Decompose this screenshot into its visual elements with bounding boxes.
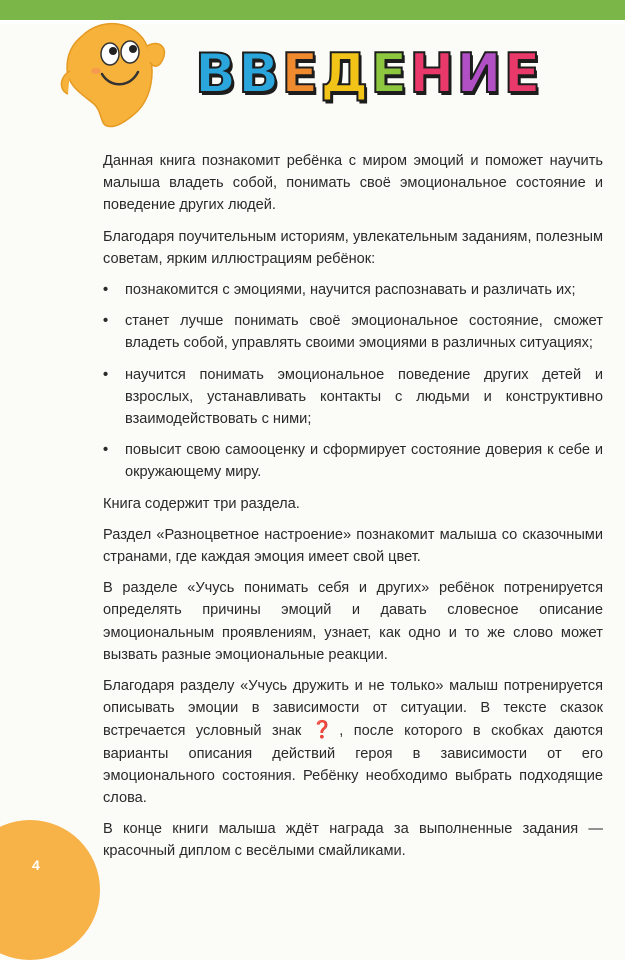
list-item xyxy=(103,279,603,301)
title-letter: Е xyxy=(281,42,319,105)
list-item xyxy=(103,439,603,483)
question-mark-icon: ❓ xyxy=(311,720,340,740)
bullet-icon: • xyxy=(103,442,109,459)
list-item-text: познакомится с эмоциями, научится распознавать и различать их; xyxy=(125,282,576,299)
list-item-text: повысит свою самооценку и сформирует состояние доверия к себе и окружающему миру. xyxy=(125,442,603,481)
paragraph: Раздел «Разноцветное настроение» познакомит малыша со сказочными странами, где каждая эмоция имеет свой цвет. xyxy=(103,526,603,566)
title-letter: Е xyxy=(503,42,541,105)
title-letter: Н xyxy=(409,42,455,105)
paragraph: В разделе «Учусь понимать себя и других» ребёнок потренируется определять причины эмоций и давать словесное описание эмоциональным проявлениям, узнает, как одно и то же слово может вызвать разные эмоциональные реакции. xyxy=(103,580,603,663)
bullet-icon: • xyxy=(103,282,109,299)
title-letter: Е xyxy=(370,42,408,105)
bullet-icon: • xyxy=(103,366,109,383)
list-item xyxy=(103,310,603,354)
page-number-badge xyxy=(0,820,100,960)
list-item-text: научится понимать эмоциональное поведение других детей и взрослых, устанавливать контакты с людьми и конструктивно взаимодействовать с ними; xyxy=(125,366,603,428)
smiley-mascot-icon xyxy=(52,16,172,136)
paragraph-text: , после которого в скобках даются варианты описания действий героя в зависимости от его эмоционального состояния. Ребёнку необходимо выбрать подходящие слова. xyxy=(103,723,604,807)
paragraph xyxy=(103,675,603,809)
paragraph: Благодаря поучительным историям, увлекательным заданиям, полезным советам, ярким иллюстрациям ребёнок: xyxy=(103,228,603,267)
intro-text xyxy=(103,150,603,872)
paragraph: Книга содержит три раздела. xyxy=(103,495,300,512)
list-item xyxy=(103,364,603,431)
title-letter: Д xyxy=(320,42,369,105)
page-number: 4 xyxy=(32,857,40,873)
page-title xyxy=(195,44,541,104)
title-letter: В xyxy=(195,42,237,105)
bullet-icon: • xyxy=(103,313,109,330)
title-letter: В xyxy=(238,42,280,105)
paragraph: Данная книга познакомит ребёнка с миром эмоций и поможет научить малыша владеть собой, понимать своё эмоциональное состояние и поведение других людей. xyxy=(103,153,603,214)
list-item-text: станет лучше понимать своё эмоциональное состояние, сможет владеть собой, управлять своими эмоциями в различных ситуациях; xyxy=(125,313,603,352)
paragraph: В конце книги малыша ждёт награда за выполненные задания — красочный диплом с весёлыми смайликами. xyxy=(103,821,603,860)
title-letter: И xyxy=(456,42,502,105)
paragraph-text: Благодаря разделу «Учусь дружить и не только» малыш потренируется описывать эмоции в зависимости от ситуации. В тексте сказок встречается условный знак xyxy=(103,678,603,740)
